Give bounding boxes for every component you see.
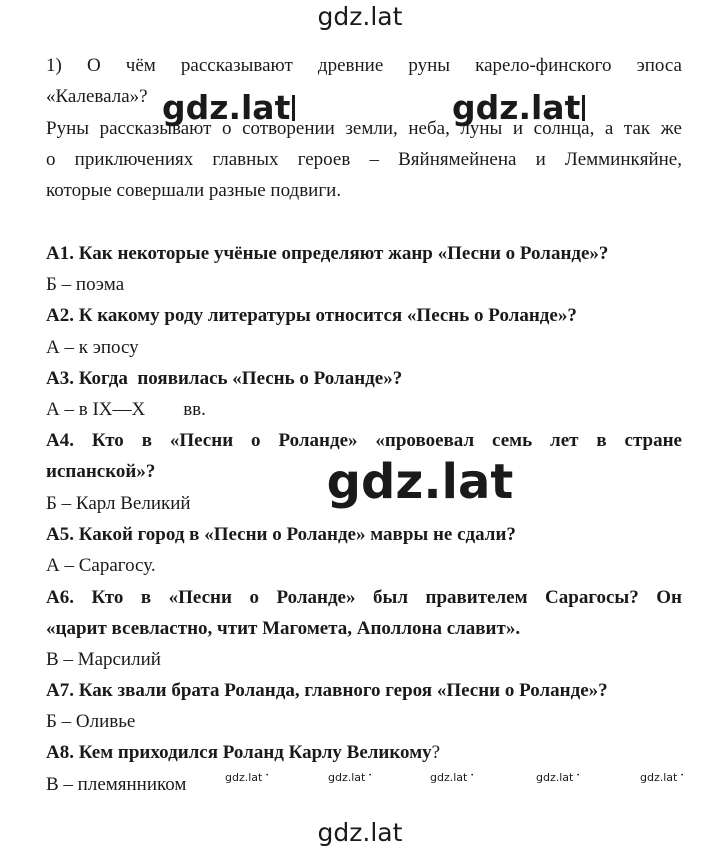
question-a6-line-1: А6. Кто в «Песни о Роланде» был правителем Сарагосы? Он bbox=[46, 587, 682, 608]
question-a8-mark: ? bbox=[431, 742, 441, 763]
question-a8 bbox=[46, 742, 682, 764]
watermark-bottom: gdz.lat bbox=[317, 818, 403, 847]
watermark-small-4: gdz.lat • bbox=[536, 771, 580, 784]
intro-answer-line-2: о приключениях главных героев – Вяйнямейнена и Лемминкяйне, bbox=[46, 149, 682, 170]
question-a6-line-2: «царит всевластно, чтит Магомета, Аполлона славит». bbox=[46, 618, 521, 639]
answer-a5: А – Сарагосу. bbox=[46, 555, 156, 576]
question-a4-line-2: испанской»? bbox=[46, 461, 156, 482]
question-a5: А5. Какой город в «Песни о Роланде» мавры не сдали? bbox=[46, 524, 516, 545]
answer-a8: В – племянником bbox=[46, 774, 187, 795]
watermark-center: gdz.lat bbox=[326, 454, 514, 510]
answer-a2: А – к эпосу bbox=[46, 337, 139, 358]
question-a2: А2. К какому роду литературы относится «Песнь о Роланде»? bbox=[46, 305, 577, 326]
answer-a1: Б – поэма bbox=[46, 274, 125, 295]
question-a8-text: А8. Кем приходился Роланд Карлу Великому bbox=[46, 742, 432, 763]
answer-a3: А – в IX—X вв. bbox=[46, 399, 206, 420]
question-a1: А1. Как некоторые учёные определяют жанр «Песни о Роланде»? bbox=[46, 243, 609, 264]
watermark-top: gdz.lat bbox=[317, 2, 403, 31]
intro-question-line-2: «Калевала»? bbox=[46, 86, 148, 107]
answer-a4: Б – Карл Великий bbox=[46, 493, 191, 514]
intro-answer-line-3: которые совершали разные подвиги. bbox=[46, 180, 342, 201]
question-a3: А3. Когда появилась «Песнь о Роланде»? bbox=[46, 368, 403, 389]
answer-a6: В – Марсилий bbox=[46, 649, 161, 670]
watermark-small-1: gdz.lat • bbox=[225, 771, 269, 784]
watermark-small-2: gdz.lat • bbox=[328, 771, 372, 784]
watermark-mid-right: gdz.lat bbox=[452, 88, 585, 127]
watermark-small-3: gdz.lat • bbox=[430, 771, 474, 784]
question-a4-line-1: А4. Кто в «Песни о Роланде» «провоевал семь лет в стране bbox=[46, 430, 682, 451]
question-a7: А7. Как звали брата Роланда, главного героя «Песни о Роланде»? bbox=[46, 680, 608, 701]
answer-a7: Б – Оливье bbox=[46, 711, 136, 732]
intro-question-line-1: 1) О чём рассказывают древние руны карело-финского эпоса bbox=[46, 55, 682, 76]
intro-answer-line-1: Руны рассказывают о сотворении земли, неба, луны и солнца, а так же bbox=[46, 118, 682, 139]
watermark-small-5: gdz.lat • bbox=[640, 771, 684, 784]
watermark-mid-left: gdz.lat bbox=[162, 88, 295, 127]
